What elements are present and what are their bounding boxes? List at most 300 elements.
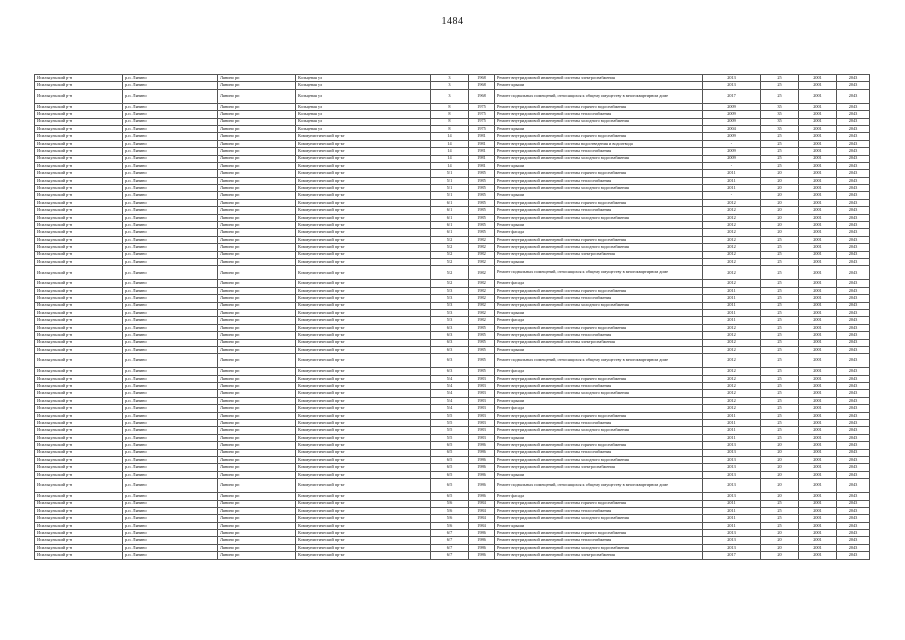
district-cell: Исилькульский р-н [35,383,123,390]
start-year-cell: 2001 [799,522,837,529]
street-cell: Коммунистический пр-кт [296,397,431,404]
end-year-cell: 2043 [837,354,870,368]
service-life-cell: 25 [761,397,799,404]
work-type-cell: Ремонт крыши [495,125,703,132]
locality-cell: Лянино рп [218,133,296,140]
district-cell: Исилькульский р-н [35,405,123,412]
service-life-cell: 25 [761,295,799,302]
locality-cell: Лянино рп [218,258,296,265]
end-year-cell: 2043 [837,140,870,147]
end-year-cell: 2043 [837,111,870,118]
build-year-cell: 1982 [469,266,495,280]
house-number-cell: 6/7 [431,537,469,544]
service-life-cell: 20 [761,222,799,229]
house-number-cell: 5/4 [431,383,469,390]
build-year-cell: 1968 [469,75,495,82]
work-type-cell: Ремонт крыши [495,346,703,353]
start-year-cell: 2001 [799,207,837,214]
build-year-cell: 1986 [469,552,495,559]
street-cell: Коммунистический пр-кт [296,266,431,280]
district-cell: Исилькульский р-н [35,500,123,507]
last-repair-year-cell: 2012 [703,280,761,287]
district-cell: Исилькульский р-н [35,236,123,243]
last-repair-year-cell: 2013 [703,471,761,478]
district-cell: Исилькульский р-н [35,192,123,199]
street-cell: Коммунистический пр-кт [296,500,431,507]
service-life-cell: 25 [761,280,799,287]
table-row [35,397,870,404]
house-number-cell: 8 [431,111,469,118]
service-life-cell: 20 [761,479,799,493]
service-life-cell: 35 [761,118,799,125]
service-life-cell: 25 [761,368,799,375]
district-cell: Исилькульский р-н [35,537,123,544]
last-repair-year-cell: 2011 [703,185,761,192]
table-row [35,222,870,229]
end-year-cell: 2043 [837,434,870,441]
end-year-cell: 2043 [837,493,870,500]
start-year-cell: 2001 [799,170,837,177]
start-year-cell: 2001 [799,295,837,302]
settlement-cell: р.п. Лянино [123,236,218,243]
table-row [35,427,870,434]
start-year-cell: 2001 [799,397,837,404]
street-cell: Коммунистический пр-кт [296,412,431,419]
work-type-cell: Ремонт крыши [495,471,703,478]
end-year-cell: 2043 [837,500,870,507]
last-repair-year-cell: 2012 [703,222,761,229]
locality-cell: Лянино рп [218,324,296,331]
street-cell: Коммунистический пр-кт [296,552,431,559]
service-life-cell: 20 [761,199,799,206]
work-type-cell: Ремонт внутридомовой инженерной системы теплоснабжения [495,111,703,118]
house-number-cell: 5/3 [431,295,469,302]
end-year-cell: 2043 [837,148,870,155]
service-life-cell: 25 [761,287,799,294]
table-row [35,236,870,243]
district-cell: Исилькульский р-н [35,251,123,258]
house-number-cell: 5/5 [431,427,469,434]
locality-cell: Лянино рп [218,82,296,89]
table-row [35,192,870,199]
build-year-cell: 1981 [469,162,495,169]
street-cell: Коммунистический пр-кт [296,544,431,551]
service-life-cell: 25 [761,412,799,419]
table-row [35,544,870,551]
house-number-cell: 6/1 [431,214,469,221]
last-repair-year-cell: 2011 [703,500,761,507]
end-year-cell: 2043 [837,339,870,346]
locality-cell: Лянино рп [218,332,296,339]
service-life-cell: 25 [761,317,799,324]
build-year-cell: 1984 [469,500,495,507]
locality-cell: Лянино рп [218,405,296,412]
end-year-cell: 2043 [837,266,870,280]
last-repair-year-cell: 2017 [703,89,761,103]
last-repair-year-cell: 2012 [703,258,761,265]
last-repair-year-cell: 2013 [703,537,761,544]
end-year-cell: 2043 [837,258,870,265]
locality-cell: Лянино рп [218,390,296,397]
district-cell: Исилькульский р-н [35,390,123,397]
start-year-cell: 2001 [799,287,837,294]
house-number-cell: 3 [431,89,469,103]
house-number-cell: 14 [431,155,469,162]
work-type-cell: Ремонт внутридомовой инженерной системы водоотведения и водоотвода [495,140,703,147]
district-cell: Исилькульский р-н [35,222,123,229]
settlement-cell: р.п. Лянино [123,500,218,507]
end-year-cell: 2043 [837,199,870,206]
street-cell: Коммунистический пр-кт [296,515,431,522]
end-year-cell: 2043 [837,515,870,522]
settlement-cell: р.п. Лянино [123,185,218,192]
end-year-cell: 2043 [837,471,870,478]
last-repair-year-cell: 2011 [703,170,761,177]
last-repair-year-cell: 2009 [703,103,761,110]
locality-cell: Лянино рп [218,236,296,243]
service-life-cell: 20 [761,442,799,449]
end-year-cell: 2043 [837,222,870,229]
end-year-cell: 2043 [837,302,870,309]
district-cell: Исилькульский р-н [35,133,123,140]
end-year-cell: 2043 [837,405,870,412]
house-number-cell: 5/4 [431,405,469,412]
work-type-cell: Ремонт подвальных помещений, относящихся к общему имуществу в многоквартирном доме [495,479,703,493]
start-year-cell: 2001 [799,530,837,537]
build-year-cell: 1983 [469,397,495,404]
district-cell: Исилькульский р-н [35,125,123,132]
work-type-cell: Ремонт внутридомовой инженерной системы горячего водоснабжения [495,500,703,507]
district-cell: Исилькульский р-н [35,177,123,184]
work-type-cell: Ремонт крыши [495,192,703,199]
street-cell: Коммунистический пр-кт [296,375,431,382]
start-year-cell: 2001 [799,368,837,375]
settlement-cell: р.п. Лянино [123,148,218,155]
work-type-cell: Ремонт крыши [495,309,703,316]
settlement-cell: р.п. Лянино [123,397,218,404]
locality-cell: Лянино рп [218,111,296,118]
settlement-cell: р.п. Лянино [123,479,218,493]
settlement-cell: р.п. Лянино [123,493,218,500]
table-row [35,324,870,331]
build-year-cell: 1982 [469,317,495,324]
locality-cell: Лянино рп [218,507,296,514]
work-type-cell: Ремонт внутридомовой инженерной системы горячего водоснабжения [495,199,703,206]
house-number-cell: 5/1 [431,170,469,177]
house-number-cell: 5/2 [431,266,469,280]
build-year-cell: 1984 [469,515,495,522]
table-row [35,309,870,316]
street-cell: Коммунистический пр-кт [296,170,431,177]
street-cell: Коммунистический пр-кт [296,155,431,162]
locality-cell: Лянино рп [218,530,296,537]
service-life-cell: 25 [761,390,799,397]
work-type-cell: Ремонт внутридомовой инженерной системы холодного водоснабжения [495,118,703,125]
service-life-cell: 25 [761,420,799,427]
end-year-cell: 2043 [837,397,870,404]
settlement-cell: р.п. Лянино [123,155,218,162]
work-type-cell: Ремонт крыши [495,434,703,441]
service-life-cell: 20 [761,170,799,177]
house-number-cell: 5/5 [431,420,469,427]
locality-cell: Лянино рп [218,427,296,434]
table-row [35,375,870,382]
settlement-cell: р.п. Лянино [123,266,218,280]
work-type-cell: Ремонт подвальных помещений, относящихся к общему имуществу в многоквартирном доме [495,89,703,103]
work-type-cell: Ремонт внутридомовой инженерной системы электроснабжения [495,251,703,258]
last-repair-year-cell: 2012 [703,368,761,375]
settlement-cell: р.п. Лянино [123,258,218,265]
table-row [35,368,870,375]
table-row [35,346,870,353]
house-number-cell: 3 [431,75,469,82]
end-year-cell: 2043 [837,244,870,251]
last-repair-year-cell: 2009 [703,155,761,162]
build-year-cell: 1982 [469,251,495,258]
locality-cell: Лянино рп [218,515,296,522]
service-life-cell: 20 [761,493,799,500]
work-type-cell: Ремонт внутридомовой инженерной системы горячего водоснабжения [495,530,703,537]
work-type-cell: Ремонт внутридомовой инженерной системы теплоснабжения [495,332,703,339]
district-cell: Исилькульский р-н [35,332,123,339]
start-year-cell: 2001 [799,82,837,89]
settlement-cell: р.п. Лянино [123,354,218,368]
district-cell: Исилькульский р-н [35,368,123,375]
locality-cell: Лянино рп [218,500,296,507]
table-row [35,420,870,427]
build-year-cell: 1986 [469,530,495,537]
end-year-cell: 2043 [837,125,870,132]
start-year-cell: 2001 [799,375,837,382]
service-life-cell: 20 [761,544,799,551]
street-cell: Коммунистический пр-кт [296,427,431,434]
table-row [35,332,870,339]
work-type-cell: Ремонт подвальных помещений, относящихся к общему имуществу в многоквартирном доме [495,266,703,280]
table-row [35,537,870,544]
start-year-cell: 2001 [799,479,837,493]
work-type-cell: Ремонт фасада [495,317,703,324]
table-row [35,295,870,302]
last-repair-year-cell: 2012 [703,199,761,206]
settlement-cell: р.п. Лянино [123,449,218,456]
district-cell: Исилькульский р-н [35,170,123,177]
last-repair-year-cell: 2013 [703,464,761,471]
end-year-cell: 2043 [837,185,870,192]
service-life-cell: 25 [761,155,799,162]
start-year-cell: 2001 [799,434,837,441]
house-number-cell: 6/7 [431,530,469,537]
service-life-cell: 25 [761,515,799,522]
start-year-cell: 2001 [799,346,837,353]
service-life-cell: 25 [761,354,799,368]
start-year-cell: 2001 [799,185,837,192]
locality-cell: Лянино рп [218,295,296,302]
last-repair-year-cell: - [703,162,761,169]
street-cell: Коммунистический пр-кт [296,507,431,514]
settlement-cell: р.п. Лянино [123,251,218,258]
table-row [35,317,870,324]
district-cell: Исилькульский р-н [35,155,123,162]
start-year-cell: 2001 [799,125,837,132]
build-year-cell: 1985 [469,177,495,184]
service-life-cell: 20 [761,464,799,471]
work-type-cell: Ремонт крыши [495,397,703,404]
last-repair-year-cell: 2013 [703,530,761,537]
end-year-cell: 2043 [837,162,870,169]
last-repair-year-cell: 2011 [703,434,761,441]
house-number-cell: 14 [431,140,469,147]
start-year-cell: 2001 [799,229,837,236]
locality-cell: Лянино рп [218,280,296,287]
house-number-cell: 6/3 [431,346,469,353]
end-year-cell: 2043 [837,375,870,382]
street-cell: Коммунистический пр-кт [296,280,431,287]
district-cell: Исилькульский р-н [35,449,123,456]
work-type-cell: Ремонт внутридомовой инженерной системы теплоснабжения [495,177,703,184]
district-cell: Исилькульский р-н [35,354,123,368]
work-type-cell: Ремонт крыши [495,222,703,229]
end-year-cell: 2043 [837,530,870,537]
service-life-cell: 25 [761,89,799,103]
table-row [35,103,870,110]
street-cell: Коммунистический пр-кт [296,420,431,427]
start-year-cell: 2001 [799,420,837,427]
work-type-cell: Ремонт внутридомовой инженерной системы холодного водоснабжения [495,155,703,162]
work-type-cell: Ремонт фасада [495,493,703,500]
work-type-cell: Ремонт внутридомовой инженерной системы электроснабжения [495,75,703,82]
build-year-cell: 1985 [469,185,495,192]
end-year-cell: 2043 [837,412,870,419]
build-year-cell: 1975 [469,118,495,125]
house-number-cell: 6/1 [431,229,469,236]
last-repair-year-cell: 2011 [703,420,761,427]
build-year-cell: 1983 [469,412,495,419]
street-cell: Коммунистический пр-кт [296,199,431,206]
work-type-cell: Ремонт подвальных помещений, относящихся к общему имуществу в многоквартирном доме [495,354,703,368]
settlement-cell: р.п. Лянино [123,412,218,419]
district-cell: Исилькульский р-н [35,295,123,302]
last-repair-year-cell: 2011 [703,522,761,529]
district-cell: Исилькульский р-н [35,287,123,294]
house-number-cell: 5/2 [431,251,469,258]
settlement-cell: р.п. Лянино [123,324,218,331]
service-life-cell: 25 [761,346,799,353]
settlement-cell: р.п. Лянино [123,89,218,103]
last-repair-year-cell: 2012 [703,251,761,258]
house-number-cell: 5/6 [431,500,469,507]
street-cell: Коммунистический пр-кт [296,214,431,221]
last-repair-year-cell: 2012 [703,354,761,368]
street-cell: Коммунистический пр-кт [296,383,431,390]
work-type-cell: Ремонт крыши [495,258,703,265]
work-type-cell: Ремонт фасада [495,229,703,236]
locality-cell: Лянино рп [218,207,296,214]
district-cell: Исилькульский р-н [35,552,123,559]
last-repair-year-cell: 2009 [703,133,761,140]
locality-cell: Лянино рп [218,346,296,353]
house-number-cell: 6/5 [431,479,469,493]
table-row [35,155,870,162]
settlement-cell: р.п. Лянино [123,111,218,118]
end-year-cell: 2043 [837,346,870,353]
service-life-cell: 25 [761,251,799,258]
build-year-cell: 1983 [469,434,495,441]
build-year-cell: 1985 [469,368,495,375]
house-number-cell: 5/2 [431,258,469,265]
last-repair-year-cell: 2004 [703,125,761,132]
last-repair-year-cell: 2013 [703,479,761,493]
last-repair-year-cell: 2011 [703,302,761,309]
street-cell: Кольцевая ул [296,75,431,82]
settlement-cell: р.п. Лянино [123,75,218,82]
locality-cell: Лянино рп [218,354,296,368]
start-year-cell: 2001 [799,390,837,397]
end-year-cell: 2043 [837,324,870,331]
house-number-cell: 6/1 [431,199,469,206]
locality-cell: Лянино рп [218,317,296,324]
table-row [35,464,870,471]
district-cell: Исилькульский р-н [35,456,123,463]
start-year-cell: 2001 [799,199,837,206]
start-year-cell: 2001 [799,442,837,449]
settlement-cell: р.п. Лянино [123,177,218,184]
capital-repair-table [34,74,870,560]
service-life-cell: 25 [761,133,799,140]
start-year-cell: 2001 [799,317,837,324]
street-cell: Коммунистический пр-кт [296,456,431,463]
street-cell: Коммунистический пр-кт [296,434,431,441]
locality-cell: Лянино рп [218,456,296,463]
district-cell: Исилькульский р-н [35,442,123,449]
service-life-cell: 25 [761,148,799,155]
table-row [35,412,870,419]
district-cell: Исилькульский р-н [35,199,123,206]
work-type-cell: Ремонт внутридомовой инженерной системы теплоснабжения [495,295,703,302]
build-year-cell: 1982 [469,302,495,309]
start-year-cell: 2001 [799,302,837,309]
house-number-cell: 5/6 [431,515,469,522]
house-number-cell: 5/1 [431,185,469,192]
work-type-cell: Ремонт внутридомовой инженерной системы горячего водоснабжения [495,442,703,449]
work-type-cell: Ремонт внутридомовой инженерной системы горячего водоснабжения [495,236,703,243]
start-year-cell: 2001 [799,148,837,155]
table-row [35,530,870,537]
work-type-cell: Ремонт внутридомовой инженерной системы теплоснабжения [495,507,703,514]
house-number-cell: 5/5 [431,412,469,419]
end-year-cell: 2043 [837,383,870,390]
build-year-cell: 1981 [469,155,495,162]
build-year-cell: 1982 [469,295,495,302]
table-row [35,493,870,500]
start-year-cell: 2001 [799,537,837,544]
end-year-cell: 2043 [837,368,870,375]
street-cell: Кольцевая ул [296,103,431,110]
street-cell: Коммунистический пр-кт [296,449,431,456]
end-year-cell: 2043 [837,449,870,456]
locality-cell: Лянино рп [218,397,296,404]
end-year-cell: 2043 [837,236,870,243]
house-number-cell: 6/7 [431,552,469,559]
street-cell: Коммунистический пр-кт [296,185,431,192]
service-life-cell: 20 [761,214,799,221]
locality-cell: Лянино рп [218,302,296,309]
end-year-cell: 2043 [837,207,870,214]
locality-cell: Лянино рп [218,493,296,500]
table-row [35,177,870,184]
work-type-cell: Ремонт крыши [495,162,703,169]
street-cell: Коммунистический пр-кт [296,295,431,302]
service-life-cell: 20 [761,177,799,184]
